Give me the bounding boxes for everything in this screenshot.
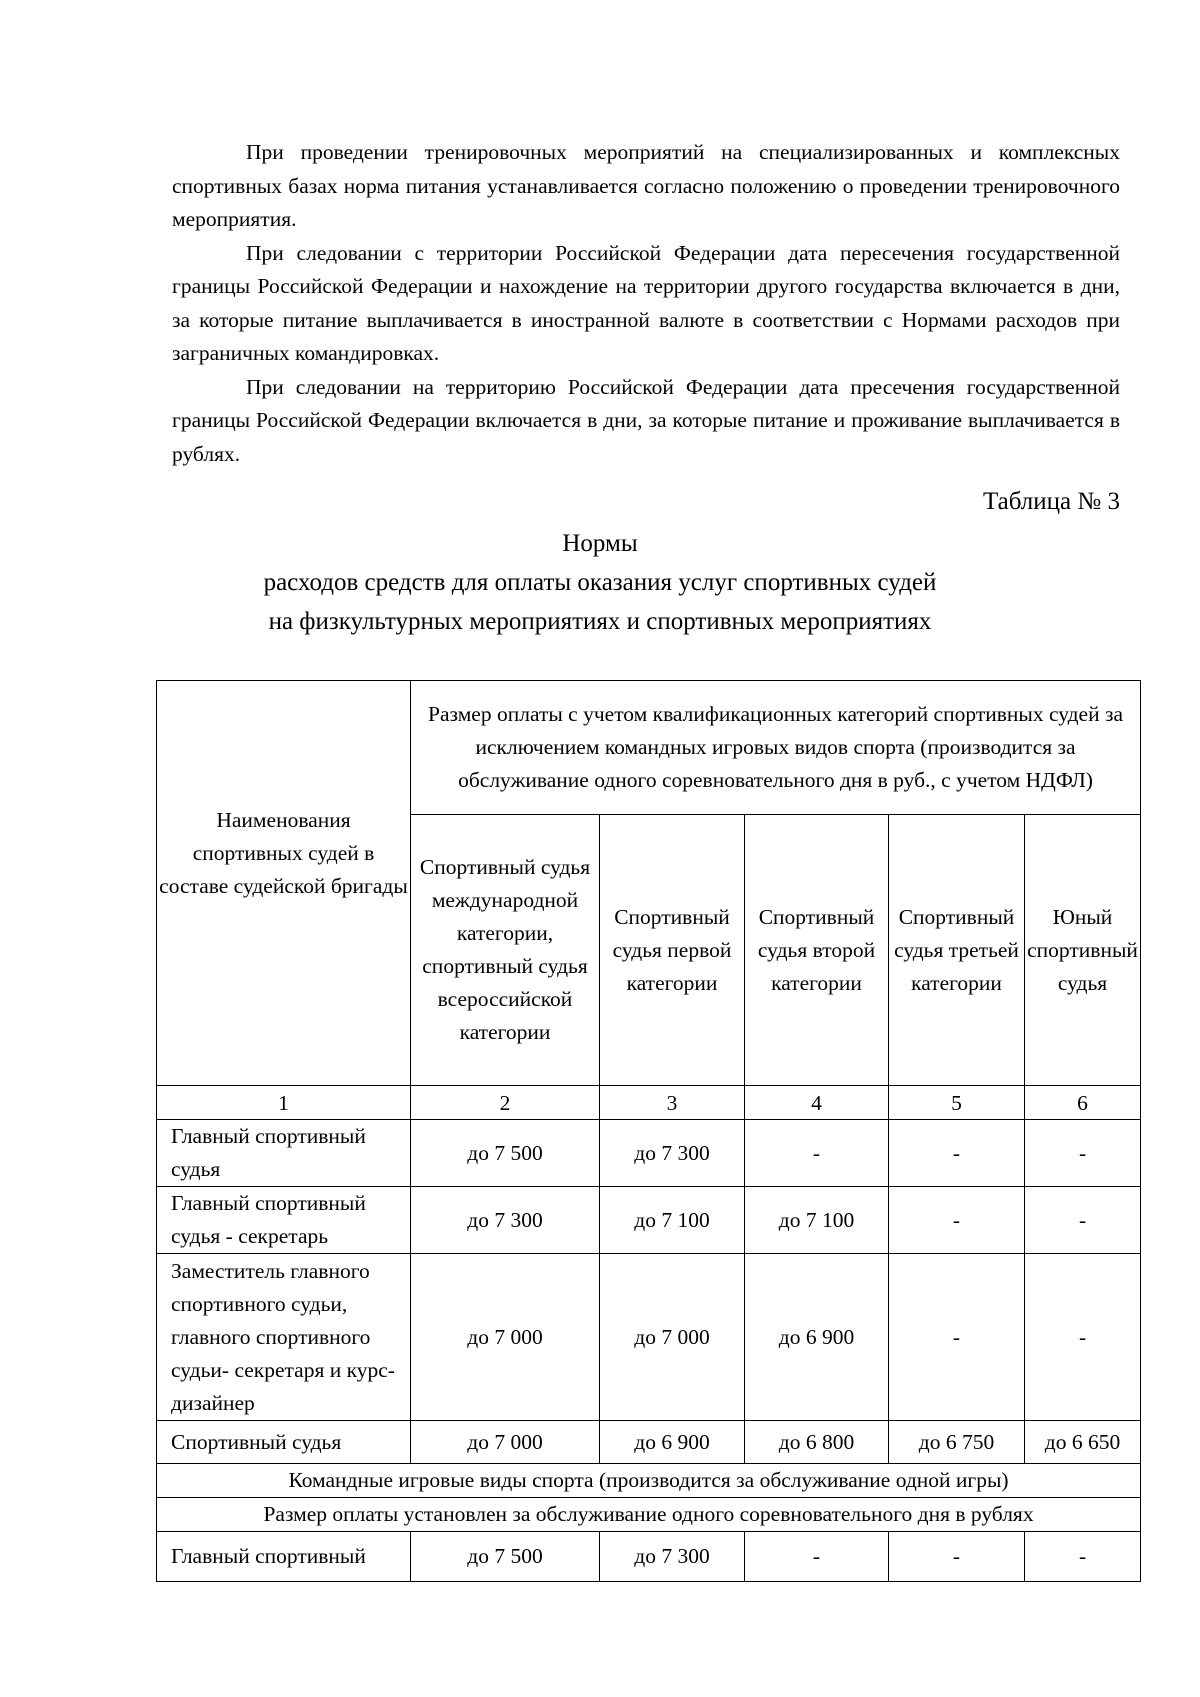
- row-value: -: [889, 1532, 1025, 1582]
- table-row: [157, 1187, 1141, 1254]
- table-label: Таблица № 3: [982, 488, 1120, 515]
- column-number: 4: [745, 1086, 889, 1120]
- row-judge-name: Главный спортивный: [157, 1532, 411, 1582]
- table-row: [157, 1254, 1141, 1421]
- row-judge-name: Главный спортивный судья - секретарь: [157, 1187, 411, 1254]
- paragraph: При следовании с территории Российской Федерации дата пересечения государственной границы Российской Федерации и нахождение на территории другого государства включается в дни, за которые питание выплачивается в иностранной валюте в соответствии с Нормами расходов при заграничных командировках.: [172, 240, 1120, 365]
- table-row: [157, 1421, 1141, 1464]
- row-value: до 6 800: [745, 1421, 889, 1464]
- row-value: до 6 900: [600, 1421, 745, 1464]
- table-row: [157, 1120, 1141, 1187]
- row-value: -: [745, 1120, 889, 1187]
- section-subtitle-row: [157, 1498, 1141, 1532]
- row-value: -: [889, 1120, 1025, 1187]
- column-number: 1: [157, 1086, 411, 1120]
- header-cell-payment-group: Размер оплаты с учетом квалификационных категорий спортивных судей за исключением командных игровых видов спорта (производится за обслуживание одного соревновательного дня в руб., с учетом НДФЛ): [411, 681, 1141, 815]
- row-value: до 6 900: [745, 1254, 889, 1421]
- row-value: до 6 650: [1025, 1421, 1141, 1464]
- column-number: 3: [600, 1086, 745, 1120]
- header-cell-category: Спортивный судья международной категории, спортивный судья всероссийской категории: [411, 815, 600, 1086]
- header-cell-judge-names: Наименования спортивных судей в составе судейской бригады: [157, 681, 411, 1086]
- row-judge-name: Главный спортивный судья: [157, 1120, 411, 1187]
- row-value: до 7 500: [411, 1120, 600, 1187]
- row-value: -: [889, 1254, 1025, 1421]
- row-value: -: [1025, 1254, 1141, 1421]
- row-value: до 7 000: [600, 1254, 745, 1421]
- row-value: до 7 300: [600, 1532, 745, 1582]
- paragraph: При следовании на территорию Российской Федерации дата пресечения государственной границы Российской Федерации включается в дни, за которые питание и проживание выплачивается в рублях.: [172, 374, 1120, 466]
- row-value: до 6 750: [889, 1421, 1025, 1464]
- row-value: до 7 100: [600, 1187, 745, 1254]
- paragraph: При проведении тренировочных мероприятий на специализированных и комплексных спортивных базах норма питания устанавливается согласно положению о проведении тренировочного мероприятия.: [172, 140, 1120, 231]
- header-cell-category: Спортивный судья второй категории: [745, 815, 889, 1086]
- row-value: до 7 500: [411, 1532, 600, 1582]
- row-judge-name: Заместитель главного спортивного судьи, главного спортивного судьи- секретаря и курс-дизайнер: [157, 1254, 411, 1421]
- row-value: -: [1025, 1120, 1141, 1187]
- section-title-row: [157, 1464, 1141, 1498]
- header-cell-category: Юный спортивный судья: [1025, 815, 1141, 1086]
- row-value: до 7 100: [745, 1187, 889, 1254]
- row-value: -: [1025, 1532, 1141, 1582]
- table-row: [157, 1532, 1141, 1582]
- row-value: -: [1025, 1187, 1141, 1254]
- table-title-line: на физкультурных мероприятиях и спортивных мероприятиях: [268, 608, 932, 635]
- row-value: до 7 000: [411, 1421, 600, 1464]
- column-number: 5: [889, 1086, 1025, 1120]
- norms-table: [156, 680, 1141, 1582]
- column-number: 6: [1025, 1086, 1141, 1120]
- body-text: [172, 136, 1120, 471]
- row-value: -: [889, 1187, 1025, 1254]
- row-value: -: [745, 1532, 889, 1582]
- team-section-subtitle: Размер оплаты установлен за обслуживание одного соревновательного дня в рублях: [157, 1498, 1141, 1532]
- row-value: до 7 300: [411, 1187, 600, 1254]
- row-value: до 7 300: [600, 1120, 745, 1187]
- table-header-row: [157, 681, 1141, 815]
- table-title-line: расходов средств для оплаты оказания услуг спортивных судей: [263, 569, 937, 596]
- column-number: 2: [411, 1086, 600, 1120]
- row-judge-name: Спортивный судья: [157, 1421, 411, 1464]
- team-section-title: Командные игровые виды спорта (производится за обслуживание одной игры): [157, 1464, 1141, 1498]
- header-cell-category: Спортивный судья третьей категории: [889, 815, 1025, 1086]
- column-number-row: [157, 1086, 1141, 1120]
- table-title-line: Нормы: [562, 530, 638, 557]
- header-cell-category: Спортивный судья первой категории: [600, 815, 745, 1086]
- table-title: [150, 524, 1050, 641]
- row-value: до 7 000: [411, 1254, 600, 1421]
